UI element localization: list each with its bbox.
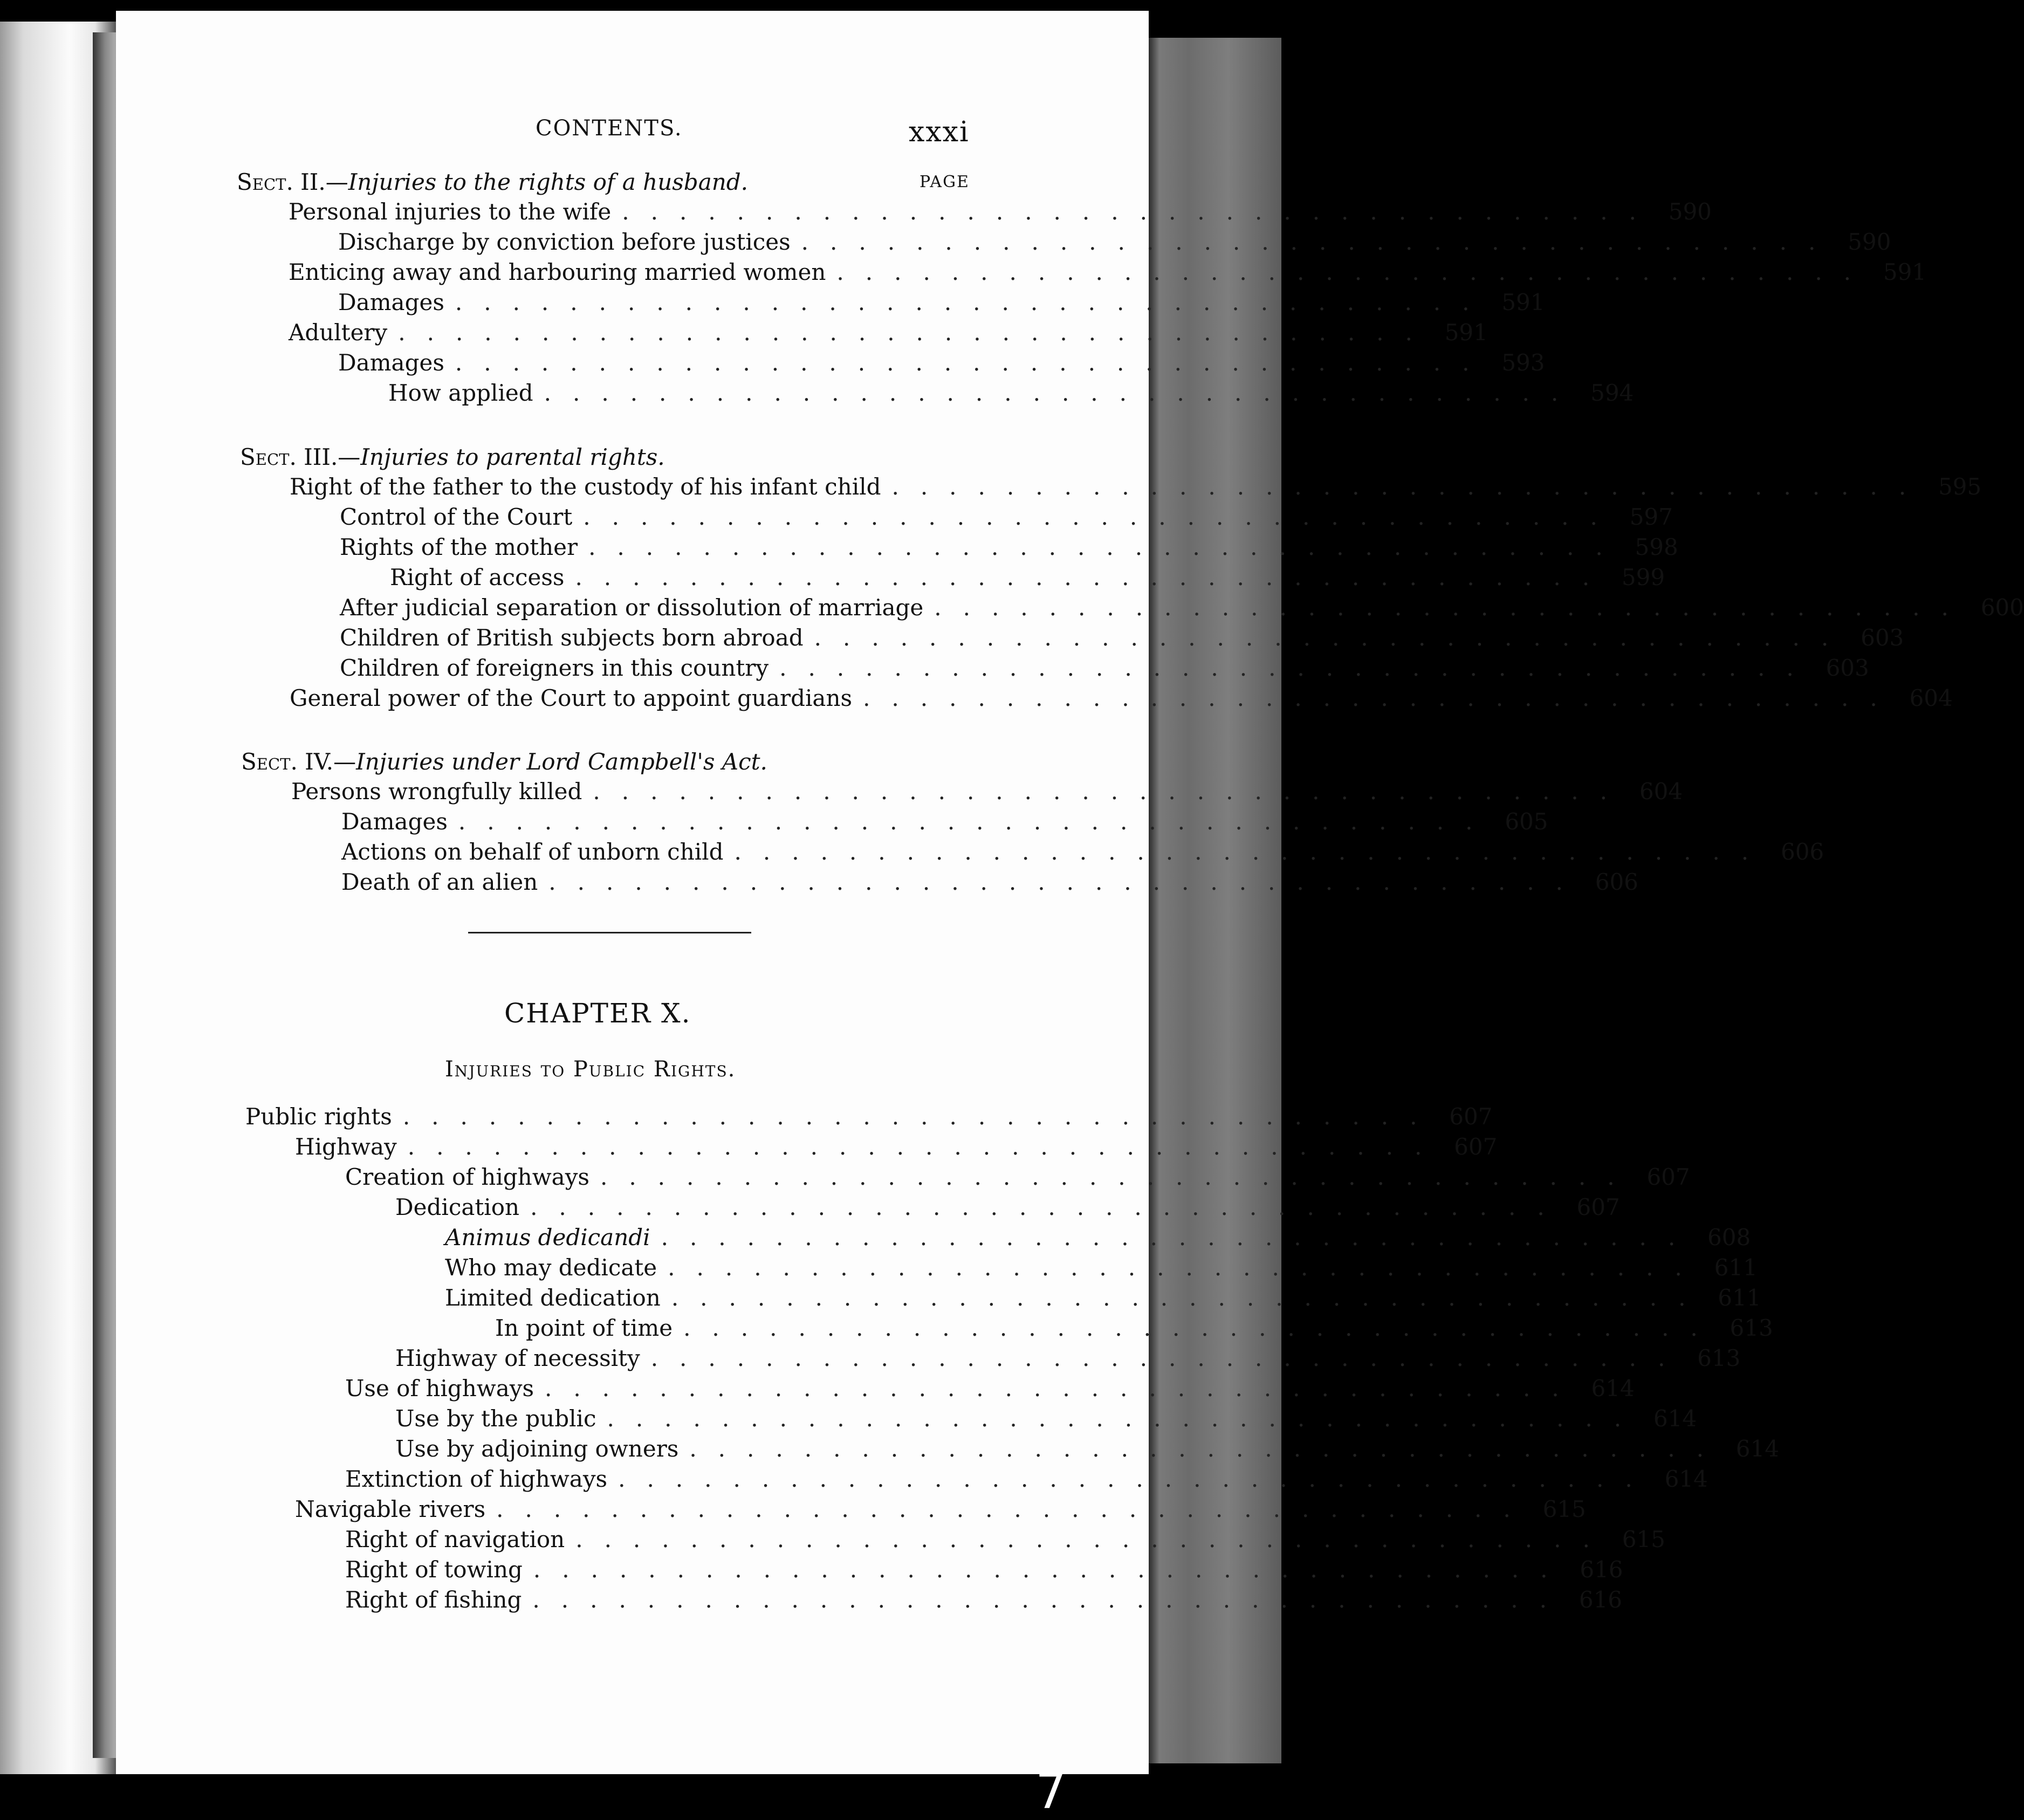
entry-page: 613 bbox=[1697, 1345, 1741, 1371]
toc-entry[interactable] bbox=[340, 623, 1904, 653]
entry-page: 614 bbox=[1735, 1436, 1779, 1462]
section-prefix: Sect. IV.— bbox=[241, 748, 356, 775]
leader-dots: .................................... bbox=[814, 624, 1850, 651]
toc-entry[interactable] bbox=[338, 227, 1891, 257]
leader-dots: .................................... bbox=[622, 198, 1658, 225]
entry-label: Use by the public bbox=[395, 1405, 596, 1432]
leader-dots: .................................... bbox=[575, 1526, 1611, 1553]
section-prefix: Sect. II.— bbox=[237, 169, 348, 195]
section-title: Injuries to the rights of a husband. bbox=[348, 169, 749, 195]
toc-entry[interactable] bbox=[395, 1343, 1741, 1373]
toc-entry[interactable] bbox=[388, 378, 1634, 408]
section-heading-4 bbox=[241, 747, 767, 777]
entry-label: After judicial separation or dissolution of marriage bbox=[340, 594, 924, 621]
leader-dots: .................................... bbox=[607, 1405, 1643, 1432]
page-column-label: PAGE bbox=[920, 173, 970, 191]
leader-dots: .................................... bbox=[618, 1466, 1654, 1492]
entry-label: Damages bbox=[338, 349, 444, 376]
leader-dots: .................................... bbox=[455, 349, 1491, 376]
leader-dots: .................................... bbox=[458, 808, 1494, 835]
entry-page: 611 bbox=[1718, 1285, 1761, 1311]
entry-label: Discharge by conviction before justices bbox=[338, 229, 791, 255]
entry-page: 603 bbox=[1826, 655, 1869, 681]
toc-entry[interactable] bbox=[345, 1162, 1690, 1192]
leader-dots: .................................... bbox=[934, 594, 1970, 621]
entry-label: Public rights bbox=[245, 1103, 392, 1130]
entry-page: 607 bbox=[1454, 1134, 1498, 1160]
entry-label: Dedication bbox=[395, 1194, 520, 1220]
toc-entry[interactable] bbox=[295, 1132, 1498, 1162]
leader-dots: .................................... bbox=[650, 1345, 1687, 1371]
entry-page: 600 bbox=[1980, 594, 2024, 621]
section-divider-rule bbox=[468, 932, 751, 933]
entry-page: 591 bbox=[1501, 289, 1545, 315]
entry-page: 590 bbox=[1668, 198, 1712, 225]
leader-dots: .................................... bbox=[593, 778, 1629, 805]
entry-page: 593 bbox=[1501, 349, 1545, 376]
entry-page: 604 bbox=[1639, 778, 1683, 805]
leader-dots: .................................... bbox=[544, 380, 1580, 406]
section-heading-2 bbox=[237, 167, 748, 197]
entry-page: 615 bbox=[1622, 1526, 1665, 1553]
entry-label: Control of the Court bbox=[340, 504, 573, 530]
leader-dots: .................................... bbox=[530, 1194, 1566, 1220]
leader-dots: .................................... bbox=[891, 473, 1928, 500]
leader-dots: .................................... bbox=[671, 1285, 1707, 1311]
toc-entry[interactable] bbox=[395, 1192, 1620, 1223]
leader-dots: .................................... bbox=[668, 1254, 1704, 1281]
entry-page: 615 bbox=[1542, 1496, 1586, 1522]
entry-label: Right of access bbox=[390, 564, 565, 590]
entry-label: Use by adjoining owners bbox=[395, 1436, 679, 1462]
entry-label: Limited dedication bbox=[445, 1285, 661, 1311]
entry-page: 607 bbox=[1576, 1194, 1620, 1220]
entry-label: Children of British subjects born abroad bbox=[340, 624, 804, 651]
toc-entry[interactable] bbox=[345, 1373, 1635, 1404]
leader-dots: .................................... bbox=[779, 655, 1815, 681]
entry-label: Death of an alien bbox=[341, 869, 538, 895]
entry-label: Right of towing bbox=[345, 1556, 523, 1583]
entry-label: Damages bbox=[338, 289, 444, 315]
entry-label: Extinction of highways bbox=[345, 1466, 608, 1492]
entry-page: 616 bbox=[1579, 1587, 1623, 1613]
toc-entry[interactable] bbox=[289, 257, 1927, 287]
entry-page: 603 bbox=[1861, 624, 1904, 651]
entry-page: 606 bbox=[1780, 839, 1824, 865]
entry-page: 597 bbox=[1629, 504, 1673, 530]
entry-page: 607 bbox=[1449, 1103, 1493, 1130]
leader-dots: .................................... bbox=[548, 869, 1584, 895]
entry-page: 604 bbox=[1909, 685, 1953, 711]
toc-entry[interactable] bbox=[495, 1313, 1773, 1343]
leader-dots: .................................... bbox=[455, 289, 1491, 315]
running-head-page-number: xxxi bbox=[909, 116, 970, 148]
toc-entry[interactable] bbox=[345, 1555, 1623, 1585]
entry-page: 606 bbox=[1595, 869, 1638, 895]
section-title: Injuries to parental rights. bbox=[360, 444, 665, 470]
entry-label: Right of the father to the custody of his infant child bbox=[290, 473, 881, 500]
entry-label: Adultery bbox=[289, 319, 388, 346]
toc-entry[interactable] bbox=[245, 1102, 1493, 1132]
leader-dots: .................................... bbox=[863, 685, 1899, 711]
entry-page: 591 bbox=[1883, 259, 1927, 285]
toc-entry[interactable] bbox=[345, 1524, 1665, 1555]
leader-dots: .................................... bbox=[600, 1164, 1636, 1190]
leader-dots: .................................... bbox=[496, 1496, 1532, 1522]
entry-label: Use of highways bbox=[345, 1375, 534, 1402]
entry-page: 613 bbox=[1730, 1315, 1773, 1341]
toc-entry[interactable] bbox=[290, 683, 1953, 713]
leader-dots: .................................... bbox=[575, 564, 1611, 590]
entry-page: 595 bbox=[1938, 473, 1982, 500]
section-title: Injuries under Lord Campbell's Act. bbox=[356, 748, 767, 775]
entry-label: Rights of the mother bbox=[340, 534, 578, 560]
entry-page: 611 bbox=[1714, 1254, 1758, 1281]
entry-label: Personal injuries to the wife bbox=[289, 198, 612, 225]
toc-entry[interactable] bbox=[289, 197, 1712, 227]
entry-page: 614 bbox=[1653, 1405, 1697, 1432]
section-prefix: Sect. III.— bbox=[240, 444, 361, 470]
toc-entry[interactable] bbox=[340, 532, 1678, 562]
leader-dots: .................................... bbox=[532, 1587, 1569, 1613]
entry-label: Highway of necessity bbox=[395, 1345, 640, 1371]
chapter-subtitle: Injuries to Public Rights. bbox=[445, 1057, 736, 1082]
entry-label: In point of time bbox=[495, 1315, 673, 1341]
leader-dots: .................................... bbox=[545, 1375, 1581, 1402]
leader-dots: .................................... bbox=[398, 319, 1434, 346]
entry-page: 616 bbox=[1580, 1556, 1623, 1583]
entry-page: 590 bbox=[1848, 229, 1891, 255]
toc-entry[interactable] bbox=[445, 1253, 1758, 1283]
entry-page: 594 bbox=[1590, 380, 1634, 406]
leader-dots: .................................... bbox=[533, 1556, 1569, 1583]
entry-label: General power of the Court to appoint guardians bbox=[290, 685, 853, 711]
entry-label: Who may dedicate bbox=[445, 1254, 657, 1281]
entry-page: 599 bbox=[1621, 564, 1665, 590]
entry-label: Children of foreigners in this country bbox=[340, 655, 769, 681]
toc-entry[interactable] bbox=[341, 867, 1638, 897]
entry-label: Navigable rivers bbox=[295, 1496, 486, 1522]
toc-entry[interactable] bbox=[395, 1434, 1779, 1464]
leader-dots: .................................... bbox=[689, 1436, 1725, 1462]
entry-page: 608 bbox=[1707, 1224, 1751, 1251]
leader-dots: .................................... bbox=[683, 1315, 1719, 1341]
leader-dots: .................................... bbox=[836, 259, 1873, 285]
toc-entry[interactable] bbox=[341, 807, 1548, 837]
leader-dots: .................................... bbox=[588, 534, 1624, 560]
leader-dots: .................................... bbox=[734, 839, 1771, 865]
contents-page bbox=[116, 11, 2024, 1774]
entry-label: Highway bbox=[295, 1134, 397, 1160]
entry-label: Creation of highways bbox=[345, 1164, 589, 1190]
toc-entry[interactable] bbox=[340, 502, 1673, 532]
toc-entry[interactable] bbox=[340, 593, 2024, 623]
toc-entry[interactable] bbox=[445, 1223, 1751, 1253]
toc-entry[interactable] bbox=[295, 1494, 1586, 1524]
toc-entry[interactable] bbox=[290, 472, 1982, 502]
toc-entry[interactable] bbox=[445, 1283, 1761, 1313]
entry-label: Enticing away and harbouring married women bbox=[289, 259, 826, 285]
toc-entry[interactable] bbox=[338, 287, 1545, 318]
toc-entry[interactable] bbox=[345, 1464, 1708, 1494]
chapter-title: CHAPTER X. bbox=[504, 998, 691, 1029]
entry-page: 598 bbox=[1635, 534, 1678, 560]
entry-label: Actions on behalf of unborn child bbox=[341, 839, 724, 865]
running-head-title: CONTENTS. bbox=[536, 116, 683, 141]
toc-entry[interactable] bbox=[345, 1585, 1623, 1615]
entry-page: 614 bbox=[1664, 1466, 1708, 1492]
entry-label: How applied bbox=[388, 380, 533, 406]
toc-entry[interactable] bbox=[390, 562, 1665, 593]
entry-label: Animus dedicandi bbox=[445, 1224, 650, 1251]
leader-dots: .................................... bbox=[801, 229, 1837, 255]
entry-page: 591 bbox=[1444, 319, 1488, 346]
leader-dots: .................................... bbox=[407, 1134, 1444, 1160]
entry-label: Right of navigation bbox=[345, 1526, 565, 1553]
entry-page: 614 bbox=[1591, 1375, 1635, 1402]
entry-label: Damages bbox=[341, 808, 448, 835]
scan-frame-number: 7 bbox=[1035, 1763, 1067, 1820]
toc-entry[interactable] bbox=[341, 837, 1824, 867]
toc-entry[interactable] bbox=[289, 318, 1488, 348]
entry-page: 605 bbox=[1505, 808, 1548, 835]
leader-dots: .................................... bbox=[583, 504, 1619, 530]
toc-entry[interactable] bbox=[340, 653, 1869, 683]
entry-page: 607 bbox=[1646, 1164, 1690, 1190]
toc-entry[interactable] bbox=[338, 348, 1545, 378]
toc-entry[interactable] bbox=[395, 1404, 1697, 1434]
leader-dots: .................................... bbox=[661, 1224, 1697, 1251]
entry-label: Persons wrongfully killed bbox=[291, 778, 582, 805]
toc-entry[interactable] bbox=[291, 777, 1683, 807]
leader-dots: .................................... bbox=[402, 1103, 1439, 1130]
section-heading-3 bbox=[240, 442, 665, 472]
entry-label: Right of fishing bbox=[345, 1587, 522, 1613]
